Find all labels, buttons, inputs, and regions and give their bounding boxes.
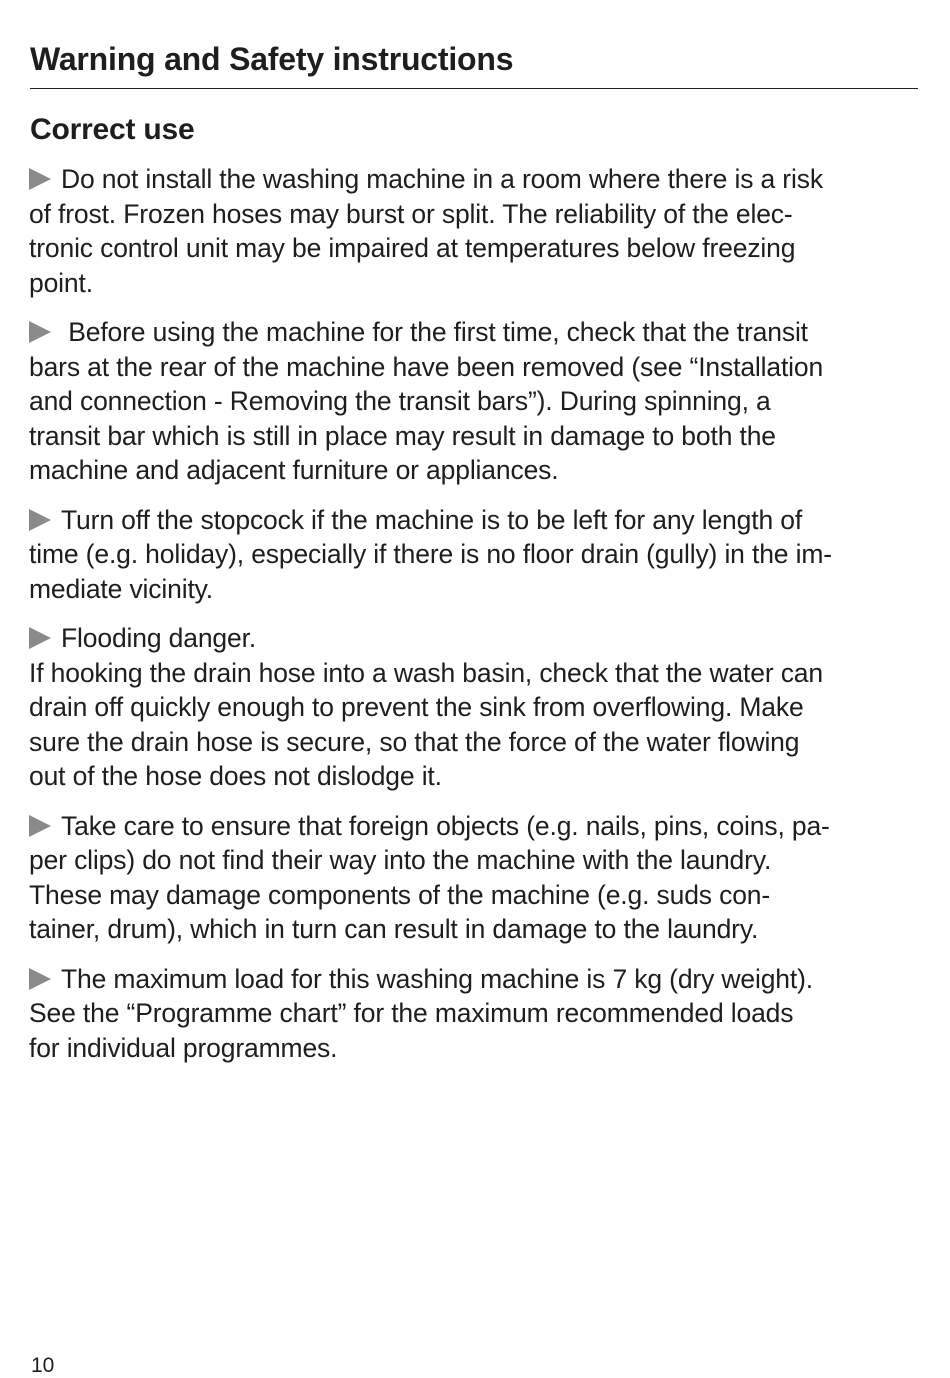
paragraph-line: drain off quickly enough to prevent the sink from overflowing. Make [29, 692, 804, 722]
instruction-paragraph [29, 503, 924, 607]
paragraph-line: See the “Programme chart” for the maximum recommended loads [29, 998, 794, 1028]
paragraph-line: point. [29, 267, 93, 298]
instruction-paragraph [29, 809, 924, 947]
paragraph-line: If hooking the drain hose into a wash basin, check that the water can [29, 657, 823, 688]
triangle-right-icon [29, 168, 51, 190]
paragraph-line: for individual programmes. [29, 1032, 338, 1063]
paragraph-line: sure the drain hose is secure, so that the force of the water flowing [29, 726, 800, 757]
section-title: Correct use [30, 113, 195, 146]
paragraph-line: bars at the rear of the machine have been removed (see “Installation [29, 351, 824, 382]
paragraph-line: per clips) do not find their way into the machine with the laundry. [29, 845, 772, 875]
instruction-paragraph [29, 962, 924, 1066]
page-title: Warning and Safety instructions [30, 41, 514, 77]
paragraph-line: out of the hose does not dislodge it. [29, 761, 442, 791]
triangle-right-icon [29, 968, 51, 990]
paragraph-line: mediate vicinity. [29, 573, 213, 604]
instruction-paragraph [29, 162, 924, 300]
paragraph-line: Do not install the washing machine in a room where there is a risk [29, 162, 924, 197]
page-header [30, 38, 918, 89]
triangle-right-icon [29, 627, 51, 649]
paragraph-line: Before using the machine for the first time, check that the transit [29, 315, 924, 350]
instruction-paragraph [29, 621, 924, 794]
paragraph-line: tronic control unit may be impaired at temperatures below freezing [29, 233, 796, 263]
paragraph-line: Take care to ensure that foreign objects (e.g. nails, pins, coins, pa- [29, 809, 924, 844]
paragraph-line: transit bar which is still in place may result in damage to both the [29, 420, 776, 451]
instruction-paragraph [29, 315, 924, 488]
paragraph-line: time (e.g. holiday), especially if there is no floor drain (gully) in the im- [29, 539, 832, 569]
page-number: 10 [31, 1354, 55, 1377]
paragraph-line: tainer, drum), which in turn can result in damage to the laundry. [29, 914, 759, 944]
paragraph-line: of frost. Frozen hoses may burst or split. The reliability of the elec- [29, 198, 793, 229]
paragraph-line: These may damage components of the machine (e.g. suds con- [29, 879, 771, 910]
paragraph-line: machine and adjacent furniture or appliances. [29, 455, 559, 485]
triangle-right-icon [29, 509, 51, 531]
instructions-body [29, 162, 924, 1080]
triangle-right-icon [29, 321, 51, 343]
paragraph-line: and connection - Removing the transit bars”). During spinning, a [29, 386, 771, 416]
paragraph-line: Flooding danger. [29, 621, 924, 656]
paragraph-line: Turn off the stopcock if the machine is to be left for any length of [29, 503, 924, 538]
paragraph-line: The maximum load for this washing machine is 7 kg (dry weight). [29, 962, 924, 997]
triangle-right-icon [29, 815, 51, 837]
